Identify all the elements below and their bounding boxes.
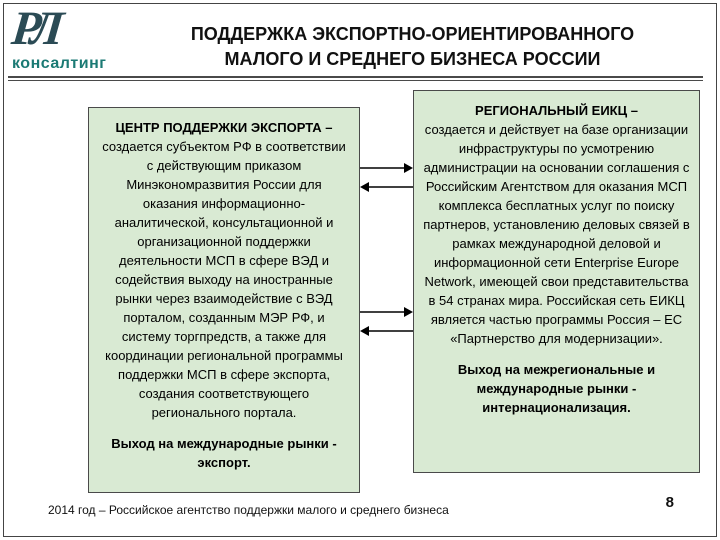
logo [9,2,122,73]
arrow-right-icon [360,162,413,174]
regional-eicc-heading: РЕГИОНАЛЬНЫЙ ЕИКЦ – [475,103,638,118]
footer-text: 2014 год – Российское агентство поддержки малого и среднего бизнеса [48,503,449,517]
arrows-top-group [360,162,413,193]
regional-eicc-body: создается и действует на базе организации инфраструктуры по усмотрению администрации на основании соглашения с Российским Агентством для оказания МСП комплекса бесплатных услуг по поиску партнеров, установлению деловых связей в рамках международной деловой и информационной сети Enterprise Europe Network, имеющей свои представительства в 54 странах мира. Российская сеть ЕИКЦ является частью программы Россия – ЕС «Партнерство для модернизации». [423,122,690,346]
arrow-right-icon [360,306,413,318]
slide-title [130,22,695,72]
export-center-body: создается субъектом РФ в соответствии с действующим приказом Минэкономразвития России для оказания информационно-аналитической, консультационной и организационной поддержки деятельности МСП в сфере ВЭД и содействия выходу на иностранные рынки через взаимодействие с ВЭД порталом, созданным МЭР РФ, и систему торгпредств, а также для координации региональной программы поддержки МСП в сфере экспорта, создания соответствующего регионального портала. [102,139,346,420]
logo-monogram: РЛ [9,2,60,55]
export-center-conclusion: Выход на международные рынки - экспорт. [111,436,337,470]
slide-title-line1: ПОДДЕРЖКА ЭКСПОРТНО-ОРИЕНТИРОВАННОГО [190,24,635,44]
arrow-left-icon [360,181,413,193]
regional-eicc-conclusion: Выход на межрегиональные и международные рынки - интернационализация. [457,362,656,415]
arrows-bottom-group [360,306,413,337]
slide-title-line2: МАЛОГО И СРЕДНЕГО БИЗНЕСА РОССИИ [224,49,601,69]
logo-subtitle: консалтинг [12,55,107,72]
regional-eicc-box [413,90,700,473]
export-support-center-box [88,107,360,493]
arrow-left-icon [360,325,413,337]
regional-eicc-paragraph [423,101,690,348]
export-center-heading: ЦЕНТР ПОДДЕРЖКИ ЭКСПОРТА – [115,120,333,135]
export-center-paragraph [98,118,350,422]
header-divider [8,76,703,81]
page-number: 8 [665,494,674,511]
